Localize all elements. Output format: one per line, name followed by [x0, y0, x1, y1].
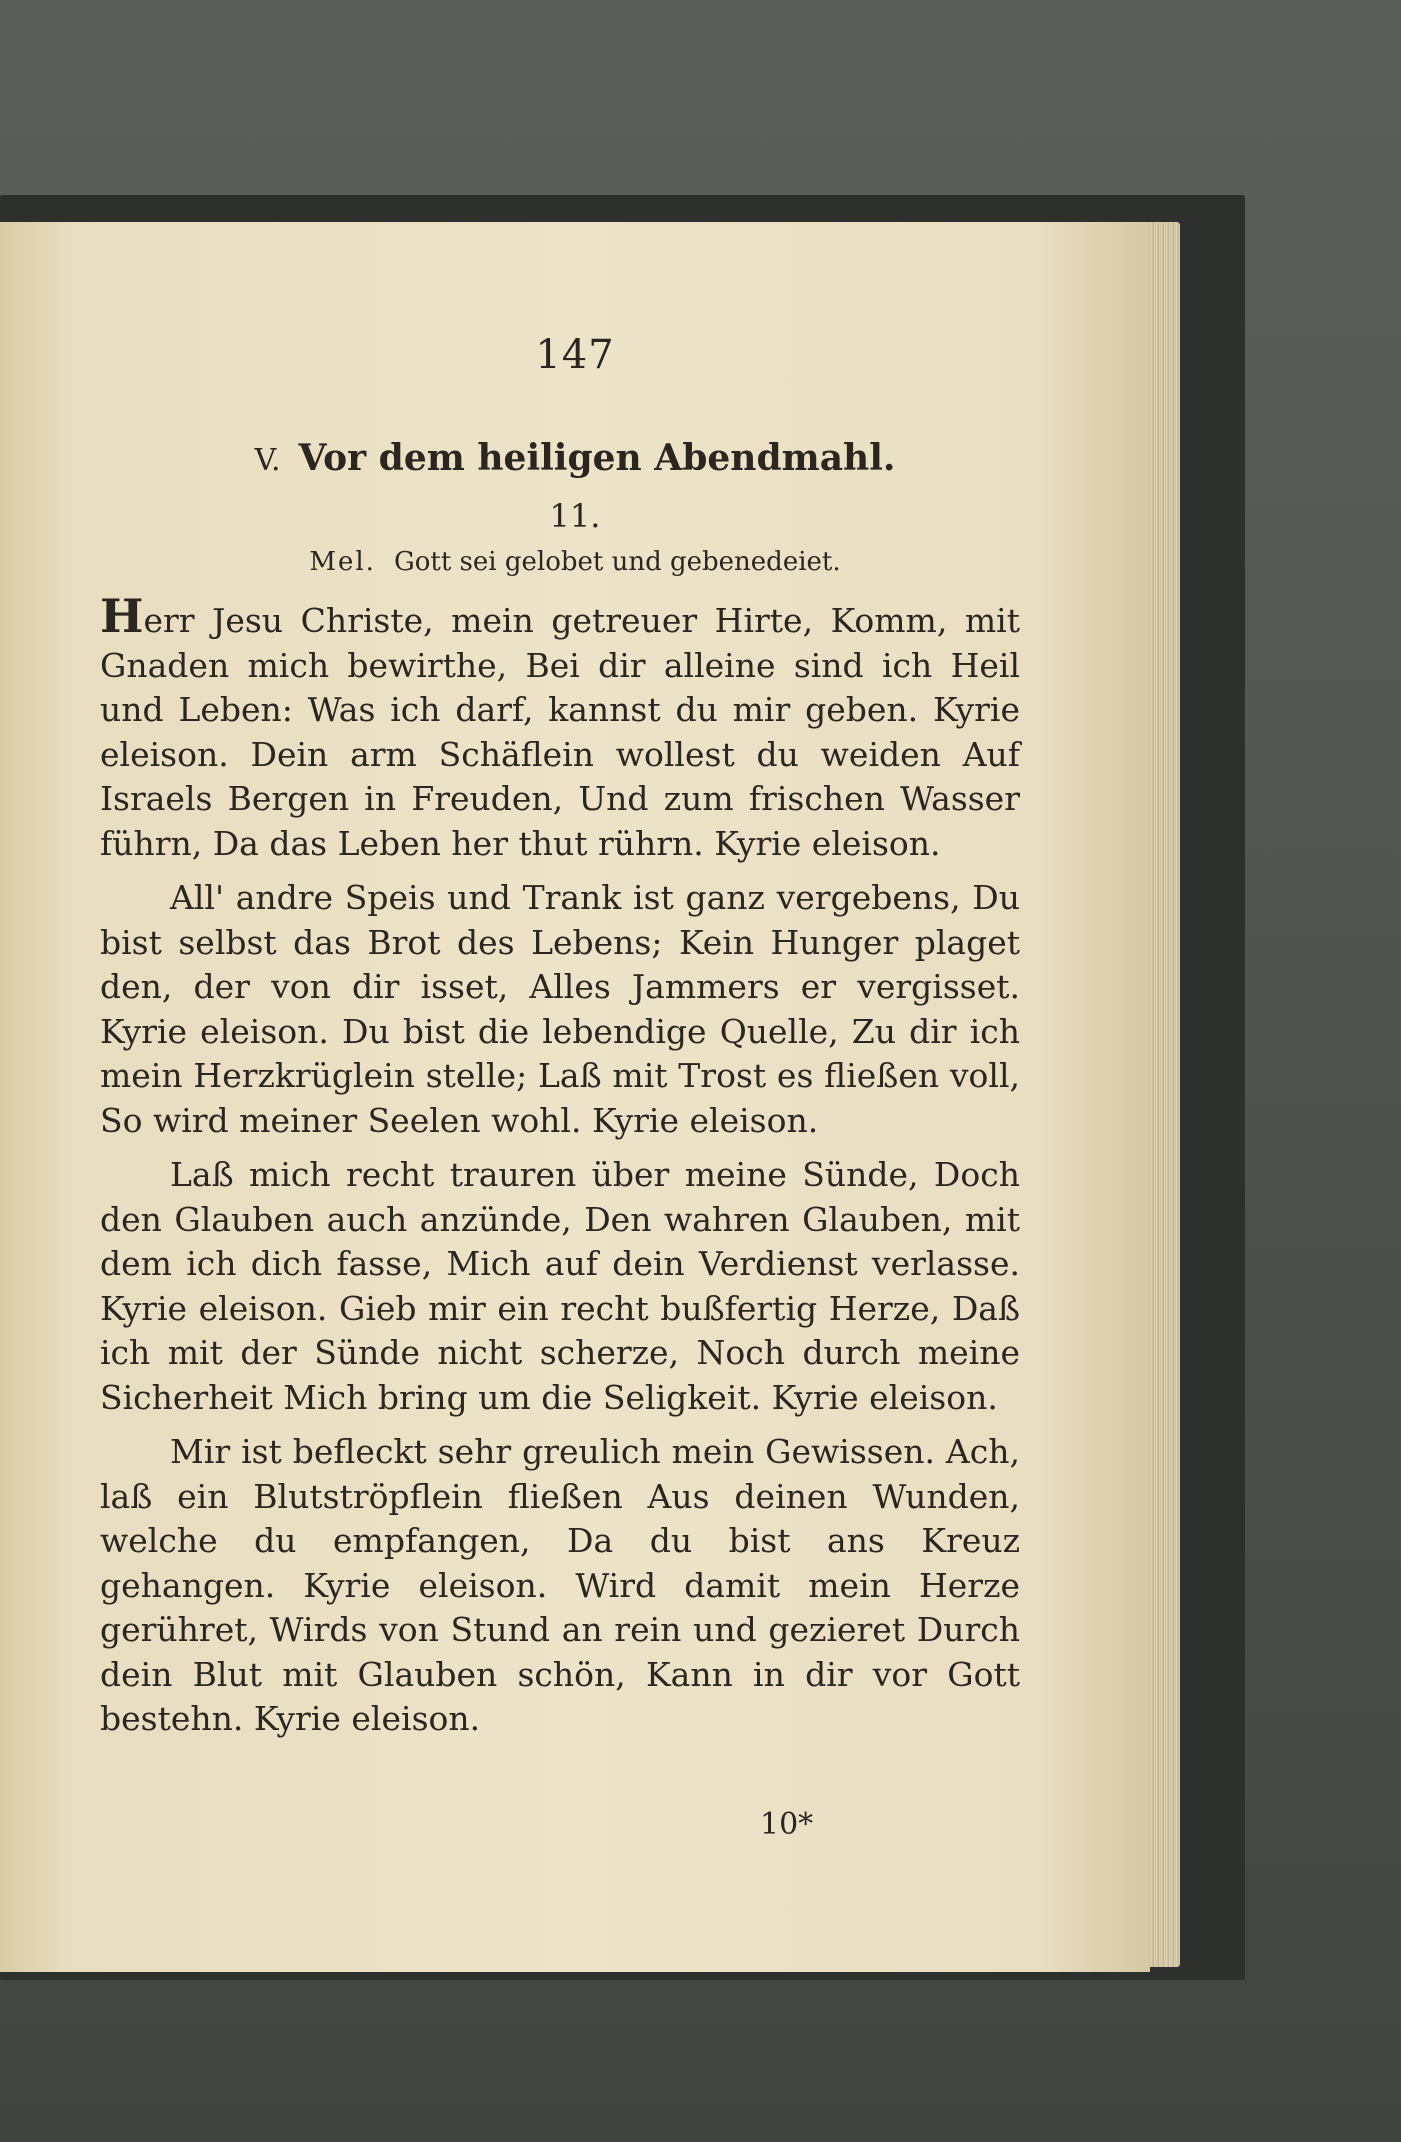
printer-signature-mark: 10* [760, 1807, 814, 1842]
melody-title: Gott sei gelobet und gebenedeiet. [393, 547, 841, 577]
melody-label: Mel. [309, 547, 376, 577]
stanza-4: Mir ist befleckt sehr greulich mein Gewissen. Ach, laß ein Blutströpflein fließen Aus deinen Wunden, welche du empfangen, Da du bist ans Kreuz gehangen. Kyrie eleison. Wird damit mein Herze gerühret, Wirds von Stund an rein und gezieret Durch dein Blut mit Glauben schön, Kann in dir vor Gott bestehn. Kyrie eleison. [100, 1432, 1020, 1738]
section-roman-numeral: V. [254, 443, 281, 478]
stanza-3: Laß mich recht trauren über meine Sünde, Doch den Glauben auch anzünde, Den wahren Glauben, mit dem ich dich fasse, Mich auf dein Verdienst verlasse. Kyrie eleison. Gieb mir ein recht bußfertig Herze, Daß ich mit der Sünde nicht scherze, Noch durch meine Sicherheit Mich bring um die Seligkeit. Kyrie eleison. [100, 1155, 1020, 1417]
book-page [0, 222, 1150, 1972]
stanza-1-text: err Jesu Christe, mein getreuer Hirte, Komm, mit Gnaden mich bewirthe, Bei dir alleine sind ich Heil und Leben: Was ich darf, kannst du mir geben. Kyrie eleison. Dein arm Schäflein wollest du weiden Auf Israels Bergen in Freuden, Und zum frischen Wasser führn, Da das Leben her thut rührn. Kyrie eleison. [100, 601, 1020, 863]
section-heading [0, 437, 1150, 479]
hymn-number: 11. [549, 497, 601, 535]
stanza-2: All' andre Speis und Trank ist ganz vergebens, Du bist selbst das Brot des Lebens; Kein Hunger plaget den, der von dir isset, Alles Jammers er vergisset. Kyrie eleison. Du bist die lebendige Quelle, Zu dir ich mein Herzkrüglein stelle; Laß mit Trost es fließen voll, So wird meiner Seelen wohl. Kyrie eleison. [100, 878, 1020, 1140]
stanza-1 [100, 589, 1020, 866]
section-title: Vor dem heiligen Abendmahl. [298, 437, 896, 479]
page-number: 147 [535, 332, 615, 378]
hymn-text [100, 589, 1020, 1752]
drop-capital: H [100, 589, 144, 643]
melody-line [0, 547, 1150, 577]
